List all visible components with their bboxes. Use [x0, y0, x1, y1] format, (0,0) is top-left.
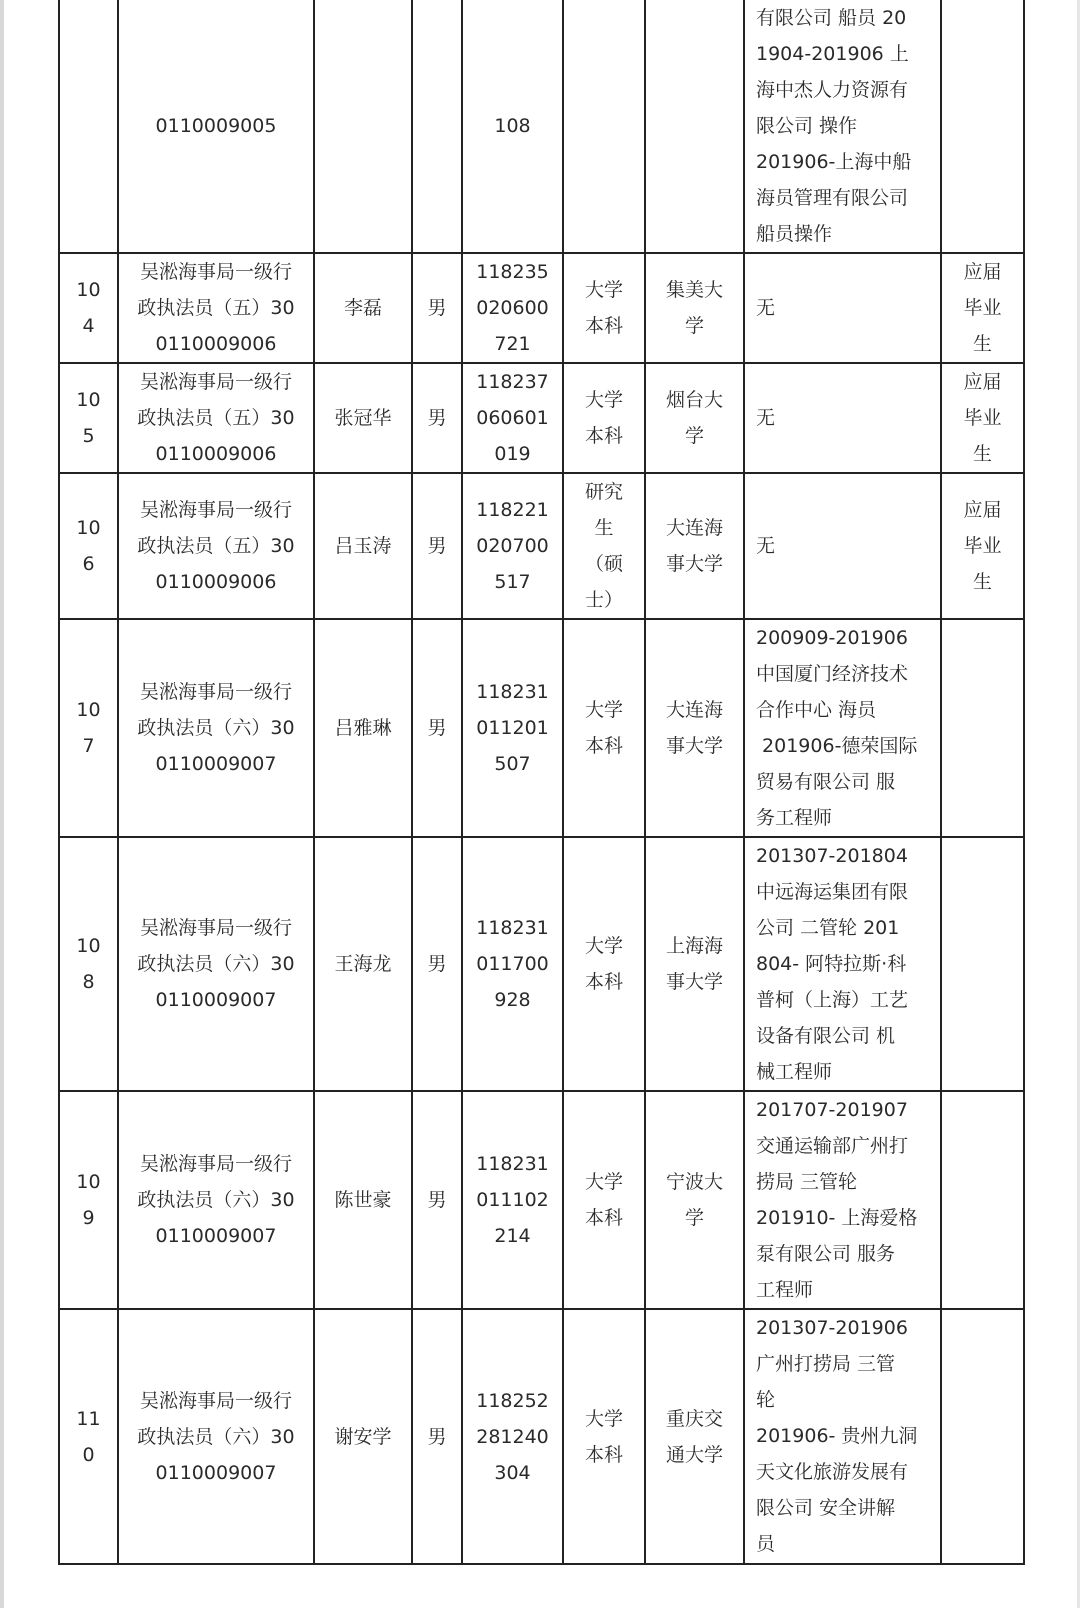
- position-cell-line: 政执法员（五）30: [137, 407, 295, 429]
- education-cell: [563, 1309, 645, 1564]
- note-cell-line: 生: [972, 571, 992, 593]
- education-cell-line: 大学: [584, 389, 623, 411]
- education-cell: [563, 363, 645, 473]
- seq-number: 104: [76, 279, 101, 337]
- exam-id-cell-line: 304: [494, 1461, 531, 1484]
- table-row: [59, 363, 1024, 473]
- note-cell-line: 毕业: [963, 535, 1002, 557]
- experience-cell-line: 泵有限公司 服务: [756, 1243, 896, 1265]
- position-cell: [118, 1091, 314, 1309]
- exam-id-cell-line: 118252: [476, 1389, 549, 1412]
- name-cell: [314, 363, 412, 473]
- experience-cell-line: 船员操作: [756, 223, 833, 245]
- note-cell: [941, 0, 1024, 253]
- gender-cell: [412, 253, 462, 363]
- position-cell-line: 吴淞海事局一级行: [139, 371, 292, 393]
- note-cell: [941, 1309, 1024, 1564]
- note-cell: [941, 1091, 1024, 1309]
- note-cell-line: 应届: [963, 499, 1002, 521]
- gender-cell-text: 男: [427, 1189, 447, 1211]
- experience-cell-line: 公司 二管轮 201: [756, 917, 900, 939]
- name-cell-text: 谢安学: [334, 1425, 392, 1448]
- school-cell-line: 上海海: [665, 935, 723, 957]
- position-cell: [118, 363, 314, 473]
- exam-id-cell: [462, 1309, 563, 1564]
- experience-cell-line: 1904-201906 上: [756, 43, 909, 65]
- table-row: [59, 253, 1024, 363]
- candidate-table: [58, 0, 1025, 1565]
- school-cell: [645, 253, 744, 363]
- experience-cell-text: 无: [756, 407, 776, 429]
- education-cell-line: 本科: [584, 315, 623, 337]
- position-cell-line: 政执法员（六）30: [137, 1425, 295, 1448]
- exam-id-cell-line: 118231: [476, 681, 549, 703]
- table-row: [59, 1309, 1024, 1564]
- position-cell-line: 政执法员（六）30: [137, 1189, 295, 1211]
- gender-cell-text: 男: [427, 1425, 447, 1448]
- name-cell: [314, 619, 412, 837]
- exam-id-cell-line: 214: [494, 1225, 531, 1247]
- school-cell-line: 大连海: [665, 699, 723, 721]
- gender-cell: [412, 1091, 462, 1309]
- name-cell: [314, 253, 412, 363]
- position-cell: [118, 619, 314, 837]
- experience-cell-line: 限公司 安全讲解: [756, 1497, 896, 1519]
- experience-cell-line: 804- 阿特拉斯·科: [756, 953, 907, 975]
- experience-cell-line: 201307-201906: [756, 1317, 908, 1339]
- position-cell-line: 吴淞海事局一级行: [139, 917, 292, 939]
- position-cell-line: 政执法员（六）30: [137, 953, 295, 975]
- position-cell: [118, 253, 314, 363]
- seq-cell: [59, 0, 118, 253]
- experience-cell: [744, 0, 941, 253]
- experience-cell-line: 贸易有限公司 服: [756, 771, 896, 793]
- seq-cell: [59, 363, 118, 473]
- experience-cell-line: 设备有限公司 机: [756, 1025, 896, 1047]
- education-cell-line: （硕: [584, 553, 623, 575]
- education-cell-line: 大学: [584, 1407, 623, 1430]
- experience-cell: [744, 473, 941, 619]
- experience-cell-line: 有限公司 船员 20: [756, 7, 907, 29]
- experience-cell-line: 员: [756, 1533, 776, 1555]
- education-cell-line: 本科: [584, 425, 623, 447]
- experience-cell-line: 海员管理有限公司: [756, 187, 909, 209]
- education-cell: [563, 619, 645, 837]
- seq-number: 106: [76, 517, 101, 575]
- experience-cell-line: 201707-201907: [756, 1099, 908, 1121]
- seq-cell: [59, 837, 118, 1091]
- position-cell: [118, 837, 314, 1091]
- position-cell-line: 0110009006: [155, 571, 277, 593]
- name-cell: [314, 1091, 412, 1309]
- exam-id-cell-line: 020700: [476, 535, 549, 557]
- exam-id-cell: [462, 619, 563, 837]
- school-cell-line: 烟台大: [665, 389, 723, 411]
- experience-cell: [744, 363, 941, 473]
- experience-cell: [744, 1091, 941, 1309]
- experience-cell-line: 交通运输部广州打: [756, 1135, 909, 1157]
- seq-cell: [59, 1091, 118, 1309]
- position-cell: [118, 473, 314, 619]
- exam-id-cell-line: 108: [494, 115, 531, 137]
- gender-cell: [412, 0, 462, 253]
- exam-id-cell-line: 020600: [476, 297, 549, 319]
- exam-id-cell-line: 281240: [476, 1425, 549, 1448]
- experience-cell-line: 捞局 三管轮: [756, 1171, 858, 1193]
- education-cell: [563, 837, 645, 1091]
- school-cell-line: 事大学: [665, 971, 723, 993]
- table-row: [59, 619, 1024, 837]
- experience-cell-text: 无: [756, 535, 776, 557]
- exam-id-cell-line: 011102: [476, 1189, 549, 1211]
- position-cell: [118, 1309, 314, 1564]
- experience-cell-line: 201906-德荣国际: [756, 735, 918, 757]
- table-row: [59, 0, 1024, 253]
- exam-id-cell-line: 118235: [476, 261, 549, 283]
- exam-id-cell-line: 019: [494, 443, 531, 465]
- experience-cell-line: 限公司 操作: [756, 115, 858, 137]
- school-cell-line: 事大学: [665, 735, 723, 757]
- seq-cell: [59, 473, 118, 619]
- school-cell-line: 学: [684, 1207, 704, 1229]
- exam-id-cell-line: 011201: [476, 717, 549, 739]
- gender-cell: [412, 473, 462, 619]
- experience-cell: [744, 619, 941, 837]
- school-cell: [645, 473, 744, 619]
- position-cell-line: [125, 144, 307, 180]
- name-cell-text: [360, 115, 366, 137]
- seq-cell: [59, 253, 118, 363]
- name-cell: [314, 837, 412, 1091]
- gender-cell-text: 男: [427, 717, 447, 739]
- note-cell-line: 生: [972, 333, 992, 355]
- school-cell: [645, 619, 744, 837]
- gender-cell: [412, 837, 462, 1091]
- gender-cell: [412, 1309, 462, 1564]
- experience-cell-line: 工程师: [756, 1279, 814, 1301]
- page-left-edge: [0, 0, 4, 1608]
- name-cell-text: 吕雅琳: [334, 717, 392, 739]
- seq-number: 105: [76, 389, 101, 447]
- experience-cell-line: 201906- 贵州九洞: [756, 1425, 918, 1447]
- experience-cell-line: 务工程师: [756, 807, 833, 829]
- exam-id-cell-line: 118231: [476, 1153, 549, 1175]
- school-cell: [645, 1091, 744, 1309]
- experience-cell-line: 201307-201804: [756, 845, 908, 867]
- gender-cell: [412, 363, 462, 473]
- exam-id-cell: [462, 1091, 563, 1309]
- note-cell: [941, 363, 1024, 473]
- position-cell-line: 吴淞海事局一级行: [139, 499, 292, 521]
- position-cell-line: 0110009007: [155, 1461, 277, 1484]
- exam-id-cell-line: 517: [494, 571, 531, 593]
- name-cell-text: 陈世豪: [334, 1189, 392, 1211]
- education-cell: [563, 473, 645, 619]
- education-cell-line: 大学: [584, 699, 623, 721]
- position-cell-line: 政执法员（五）30: [137, 297, 295, 319]
- school-cell: [645, 0, 744, 253]
- school-cell-line: 事大学: [665, 553, 723, 575]
- education-cell-line: 大学: [584, 935, 623, 957]
- seq-number: 110: [76, 1407, 101, 1466]
- exam-id-cell: [462, 363, 563, 473]
- experience-cell-line: 中远海运集团有限: [756, 881, 909, 903]
- education-cell-line: 本科: [584, 971, 623, 993]
- name-cell: [314, 1309, 412, 1564]
- education-cell: [563, 0, 645, 253]
- exam-id-cell-line: 118237: [476, 371, 549, 393]
- seq-number: 108: [76, 935, 101, 993]
- note-cell-line: 毕业: [963, 407, 1002, 429]
- school-cell: [645, 363, 744, 473]
- position-cell-line: 吴淞海事局一级行: [139, 1389, 292, 1412]
- experience-cell-line: 201906-上海中船: [756, 151, 912, 173]
- table-body: [59, 0, 1024, 1564]
- name-cell: [314, 0, 412, 253]
- education-cell-line: 研究: [584, 481, 623, 503]
- position-cell-line: 吴淞海事局一级行: [139, 1153, 292, 1175]
- experience-cell-text: 无: [756, 297, 776, 319]
- gender-cell-text: 男: [427, 953, 447, 975]
- school-cell: [645, 837, 744, 1091]
- experience-cell-line: 普柯（上海）工艺: [756, 989, 909, 1011]
- exam-id-cell: [462, 837, 563, 1091]
- position-cell-line: [125, 72, 307, 108]
- seq-number: 107: [76, 699, 101, 757]
- experience-cell: [744, 1309, 941, 1564]
- gender-cell-text: [434, 115, 440, 137]
- exam-id-cell-line: 721: [494, 333, 531, 355]
- position-cell-line: 0110009007: [155, 1225, 277, 1247]
- education-cell: [563, 253, 645, 363]
- position-cell-line: 0110009006: [155, 443, 277, 465]
- experience-cell: [744, 253, 941, 363]
- school-cell-line: 学: [684, 315, 704, 337]
- exam-id-cell: [462, 253, 563, 363]
- school-cell-line: 重庆交: [665, 1407, 723, 1430]
- position-cell-line: 吴淞海事局一级行: [139, 681, 292, 703]
- table-row: [59, 473, 1024, 619]
- seq-cell: [59, 1309, 118, 1564]
- position-cell-line: 政执法员（五）30: [137, 535, 295, 557]
- exam-id-cell-line: 118231: [476, 917, 549, 939]
- note-cell: [941, 473, 1024, 619]
- school-cell: [645, 1309, 744, 1564]
- school-cell-line: 集美大: [665, 279, 723, 301]
- name-cell-text: 李磊: [343, 297, 382, 319]
- school-cell-line: 宁波大: [665, 1171, 723, 1193]
- note-cell-line: 生: [972, 443, 992, 465]
- education-cell: [563, 1091, 645, 1309]
- position-cell-line: 0110009005: [155, 115, 277, 137]
- education-cell-line: 本科: [584, 1443, 623, 1466]
- position-cell: [118, 0, 314, 253]
- experience-cell-line: 广州打捞局 三管: [756, 1353, 896, 1375]
- education-cell-line: 本科: [584, 1207, 623, 1229]
- name-cell-text: 张冠华: [334, 407, 392, 429]
- experience-cell-line: 中国厦门经济技术: [756, 663, 909, 685]
- seq-cell: [59, 619, 118, 837]
- position-cell-line: 政执法员（六）30: [137, 717, 295, 739]
- exam-id-cell-line: 928: [494, 989, 531, 1011]
- note-cell: [941, 837, 1024, 1091]
- exam-id-cell: [462, 0, 563, 253]
- school-cell-line: 大连海: [665, 517, 723, 539]
- school-cell-line: 通大学: [665, 1443, 723, 1466]
- exam-id-cell: [462, 473, 563, 619]
- note-cell-line: 应届: [963, 371, 1002, 393]
- experience-cell-line: 天文化旅游发展有: [756, 1461, 909, 1483]
- experience-cell-line: 轮: [756, 1389, 776, 1411]
- name-cell-text: 吕玉涛: [334, 535, 392, 557]
- gender-cell-text: 男: [427, 297, 447, 319]
- note-cell-line: 应届: [963, 261, 1002, 283]
- name-cell: [314, 473, 412, 619]
- exam-id-cell-line: 060601: [476, 407, 549, 429]
- education-cell-line: 生: [594, 517, 614, 539]
- gender-cell: [412, 619, 462, 837]
- education-cell-line: 本科: [584, 735, 623, 757]
- gender-cell-text: 男: [427, 407, 447, 429]
- position-cell-line: 0110009007: [155, 989, 277, 1011]
- position-cell-line: 0110009007: [155, 753, 277, 775]
- experience-cell-line: 海中杰人力资源有: [756, 79, 909, 101]
- education-cell-line: 大学: [584, 1171, 623, 1193]
- experience-cell: [744, 837, 941, 1091]
- experience-cell-line: 201910- 上海爱格: [756, 1207, 918, 1229]
- table-row: [59, 837, 1024, 1091]
- position-cell-line: 0110009006: [155, 333, 277, 355]
- gender-cell-text: 男: [427, 535, 447, 557]
- table-row: [59, 1091, 1024, 1309]
- experience-cell-line: 械工程师: [756, 1061, 833, 1083]
- school-cell-line: 学: [684, 425, 704, 447]
- education-cell-line: 士）: [584, 589, 623, 611]
- name-cell-text: 王海龙: [334, 953, 392, 975]
- position-cell-line: 吴淞海事局一级行: [139, 261, 292, 283]
- note-cell: [941, 253, 1024, 363]
- exam-id-cell-line: 011700: [476, 953, 549, 975]
- experience-cell-line: 200909-201906: [756, 627, 908, 649]
- note-cell: [941, 619, 1024, 837]
- exam-id-cell-line: 118221: [476, 499, 549, 521]
- note-cell-line: 毕业: [963, 297, 1002, 319]
- exam-id-cell-line: 507: [494, 753, 531, 775]
- education-cell-line: 大学: [584, 279, 623, 301]
- experience-cell-line: 合作中心 海员: [756, 699, 877, 721]
- seq-number: 109: [76, 1171, 101, 1229]
